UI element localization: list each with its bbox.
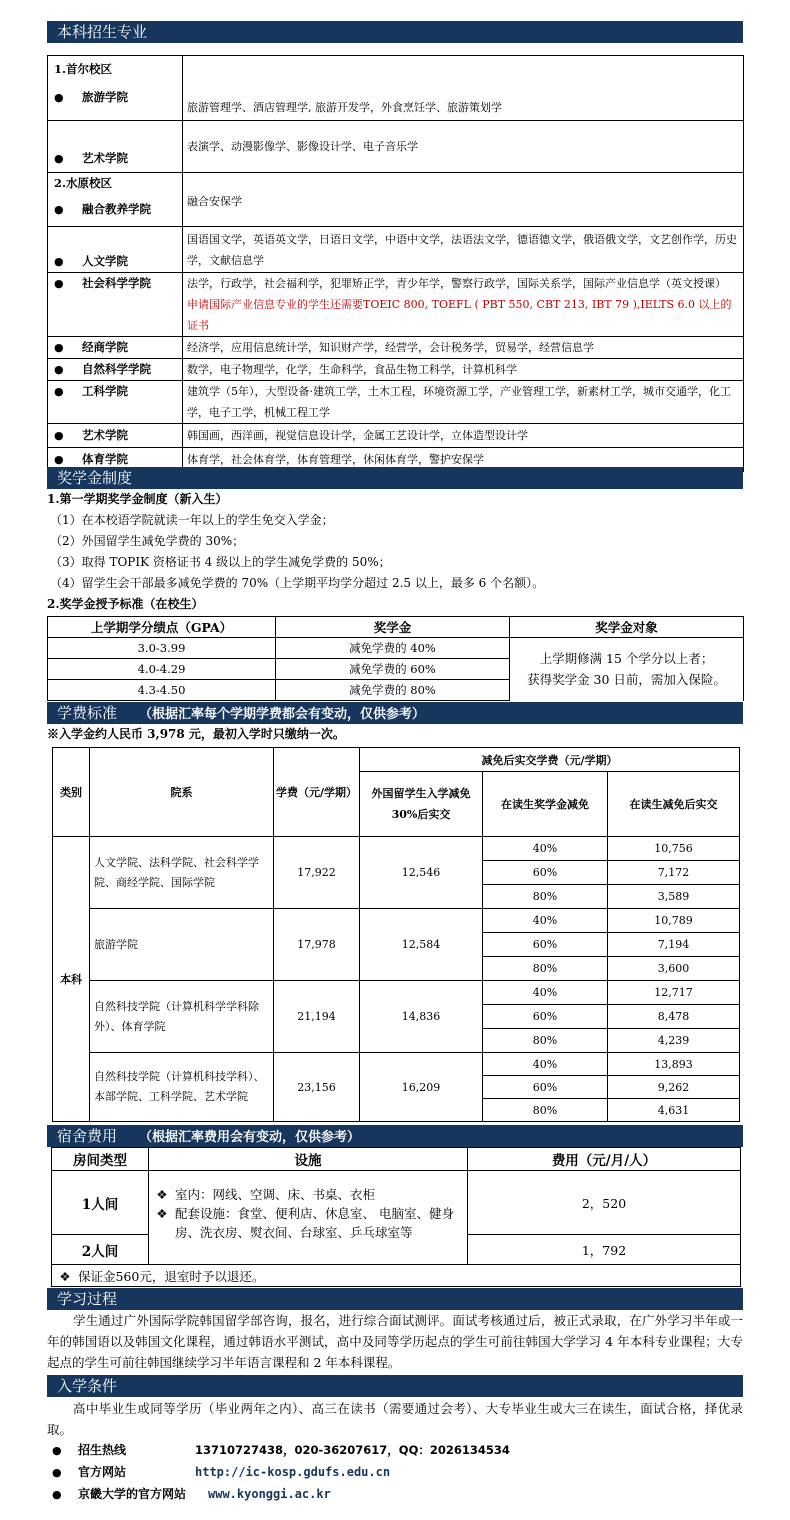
- col-header: 奖学金: [276, 617, 510, 638]
- col-header: 院系: [90, 748, 274, 837]
- website-link[interactable]: http://ic-kosp.gdufs.edu.cn: [195, 1465, 391, 1479]
- target-line: 上学期修满 15 个学分以上者；: [539, 651, 714, 667]
- major-list: 表演学、动漫影像学、影像设计学、电子音乐学: [183, 121, 744, 173]
- room-type-cell: 2人间: [52, 1235, 149, 1265]
- rate-cell: 60%: [483, 1076, 608, 1099]
- scholarship-item: （4）留学生会干部最多减免学费的 70%（上学期平均学分超过 2.5 以上，最多 6 个名额）。: [50, 576, 545, 590]
- col-header: 费用（元/月/人）: [468, 1148, 741, 1171]
- college-name: 体育学院: [82, 452, 128, 466]
- rate-cell: 40%: [483, 909, 608, 933]
- table-row: [48, 56, 744, 121]
- col-header: 设施: [149, 1148, 468, 1171]
- major-list: 建筑学（5年），大型设备·建筑工学，土木工程，环境资源工学，产业管理工学，新素材工学，城市交通学，化工学，电子工学，机械工程工学: [183, 381, 744, 424]
- real-cell: 7,172: [608, 861, 740, 885]
- scholarship-heading-current: 2.奖学金授予标准（在校生）: [47, 597, 204, 611]
- gpa-cell: 4.0-4.29: [48, 659, 276, 680]
- col-header: 外国留学生入学减免 30%后实交: [360, 772, 483, 837]
- fee-cell: 17,978: [274, 909, 360, 981]
- section-header-dorm: [47, 1125, 743, 1147]
- rate-cell: 40%: [483, 1053, 608, 1076]
- award-cell: 减免学费的 80%: [276, 680, 510, 701]
- section-note: （根据汇率每个学期学费都会有变动，仅供参考）: [139, 707, 426, 722]
- deposit-note: 保证金560元，退室时予以退还。: [78, 1268, 265, 1284]
- rate-cell: 60%: [483, 861, 608, 885]
- section-title: 学习过程: [57, 1290, 118, 1308]
- bullet-icon: ●: [54, 453, 64, 466]
- real-cell: 10,789: [608, 909, 740, 933]
- real-cell: 3,589: [608, 885, 740, 909]
- real-cell: 12,717: [608, 981, 740, 1005]
- gpa-cell: 4.3-4.50: [48, 680, 276, 701]
- scholarship-item: （1）在本校语学院就读一年以上的学生免交入学金；: [50, 513, 334, 527]
- college-name: 自然科学学院: [82, 362, 151, 376]
- table-row: [53, 909, 740, 933]
- after30-cell: 16,209: [360, 1053, 483, 1122]
- rate-cell: 80%: [483, 1029, 608, 1053]
- rate-cell: 60%: [483, 1005, 608, 1029]
- hotline-label: 招生热线: [78, 1443, 127, 1457]
- col-header: 在读生奖学金减免: [483, 772, 608, 837]
- table-header-row: [48, 617, 744, 638]
- real-cell: 4,239: [608, 1029, 740, 1053]
- table-row: [48, 638, 744, 659]
- bullet-icon: ●: [52, 1466, 62, 1479]
- diamond-bullet-icon: ❖: [156, 1206, 168, 1221]
- bullet-icon: ●: [54, 203, 64, 216]
- section-title: 奖学金制度: [57, 469, 133, 487]
- fee-cell: 17,922: [274, 837, 360, 909]
- col-header: 减免后实交学费（元/学期）: [360, 748, 740, 772]
- section-header-process: [47, 1288, 743, 1310]
- website-row: [52, 1462, 390, 1483]
- bullet-icon: ●: [54, 341, 64, 354]
- bullet-icon: ●: [54, 255, 64, 268]
- campus-suwon: 2.水原校区: [54, 176, 113, 190]
- real-cell: 10,756: [608, 837, 740, 861]
- section-header-tuition: [47, 702, 743, 724]
- award-cell: 减免学费的 60%: [276, 659, 510, 680]
- dorm-table: [51, 1147, 741, 1287]
- major-list: 国语国文学，英语英文学，日语日文学，中语中文学，法语法文学，德语德文学，俄语俄文学，文艺创作学，历史学，文献信息学: [183, 227, 744, 273]
- after30-cell: 12,546: [360, 837, 483, 909]
- price-cell: 1，792: [468, 1235, 741, 1265]
- fee-cell: 23,156: [274, 1053, 360, 1122]
- majors-table: [47, 55, 744, 472]
- language-requirement-note: 申请国际产业信息专业的学生还需要TOEIC 800, TOEFL ( PBT 550, CBT 213, IBT 79 ),IELTS 6.0 以上的证书: [187, 298, 732, 332]
- table-row: [48, 227, 744, 273]
- real-cell: 7,194: [608, 933, 740, 957]
- table-row: [48, 273, 744, 337]
- real-cell: 4,631: [608, 1099, 740, 1122]
- table-row: [52, 1171, 741, 1235]
- section-title: 入学条件: [57, 1377, 118, 1395]
- college-name: 人文学院: [82, 254, 128, 268]
- tuition-table: [52, 747, 740, 1122]
- major-list: 经济学，应用信息统计学，知识财产学，经营学，会计税务学，贸易学，经营信息学: [183, 337, 744, 359]
- major-list: 旅游管理学、酒店管理学, 旅游开发学，外食烹饪学、旅游策划学: [183, 56, 744, 121]
- section-header-admission: [47, 1375, 743, 1397]
- diamond-bullet-icon: ❖: [59, 1268, 71, 1284]
- bullet-icon: ●: [54, 91, 64, 104]
- table-header-row: [52, 1148, 741, 1171]
- table-row: [52, 1265, 741, 1287]
- table-row: [48, 381, 744, 424]
- table-header-row: [53, 748, 740, 772]
- rate-cell: 40%: [483, 837, 608, 861]
- table-row: [48, 121, 744, 173]
- col-header: 学费（元/学期）: [274, 748, 360, 837]
- scholarship-table: [47, 616, 744, 701]
- admission-text: 高中毕业生或同等学历（毕业两年之内）、高三在读书（需要通过会考）、大专毕业生或大三在读生，面试合格，择优录取。: [47, 1401, 743, 1437]
- table-row: [48, 173, 744, 227]
- entry-fee-note: ※入学金约人民币 3,978 元，最初入学时只缴纳一次。: [47, 727, 345, 741]
- real-cell: 9,262: [608, 1076, 740, 1099]
- bullet-icon: ●: [54, 363, 64, 376]
- scholarship-item: （2）外国留学生减免学费的 30%；: [50, 534, 245, 548]
- fee-cell: 21,194: [274, 981, 360, 1053]
- table-row: [53, 837, 740, 861]
- dept-cell: 自然科技学院（计算机科学学科除外）、体育学院: [90, 981, 274, 1053]
- price-cell: 2，520: [468, 1171, 741, 1235]
- col-header: 奖学金对象: [510, 617, 744, 638]
- dept-cell: 人文学院、法科学院、社会科学学院、商经学院、国际学院: [90, 837, 274, 909]
- rate-cell: 60%: [483, 933, 608, 957]
- college-name: 艺术学院: [82, 151, 128, 165]
- section-title: 宿舍费用: [57, 1127, 118, 1145]
- rate-cell: 80%: [483, 1099, 608, 1122]
- section-title: 学费标准: [57, 704, 118, 722]
- major-list: 体育学，社会体育学，体育管理学，休闲体育学，警护安保学: [183, 448, 744, 472]
- col-header: 上学期学分绩点（GPA）: [48, 617, 276, 638]
- target-line: 获得奖学金 30 日前，需加入保险。: [527, 672, 726, 688]
- table-row: [48, 359, 744, 381]
- room-type-cell: 1人间: [52, 1171, 149, 1235]
- college-name: 社会科学学院: [82, 276, 151, 290]
- hotline-value: 13710727438，020-36207617，QQ：2026134534: [195, 1443, 510, 1457]
- table-row: [53, 981, 740, 1005]
- campus-seoul: 1.首尔校区: [54, 62, 113, 76]
- college-name: 旅游学院: [82, 90, 128, 104]
- bullet-icon: ●: [54, 152, 64, 165]
- rate-cell: 40%: [483, 981, 608, 1005]
- section-title: 本科招生专业: [57, 23, 148, 41]
- facility-line: 室内：网线、空调、床、书桌、衣柜: [175, 1187, 376, 1202]
- bullet-icon: ●: [54, 385, 64, 398]
- kyonggi-row: [52, 1484, 331, 1505]
- real-cell: 13,893: [608, 1053, 740, 1076]
- college-name: 融合教养学院: [82, 202, 151, 216]
- major-list: 融合安保学: [183, 173, 744, 227]
- real-cell: 3,600: [608, 957, 740, 981]
- kyonggi-link[interactable]: www.kyonggi.ac.kr: [208, 1487, 331, 1501]
- major-list: 法学，行政学，社会福利学，犯罪矫正学，青少年学，警察行政学，国际关系学，国际产业信息学（英文授课）: [187, 277, 726, 290]
- college-name: 工科学院: [82, 384, 128, 398]
- dept-cell: 旅游学院: [90, 909, 274, 981]
- gpa-cell: 3.0-3.99: [48, 638, 276, 659]
- bullet-icon: ●: [52, 1444, 62, 1457]
- bullet-icon: ●: [52, 1488, 62, 1501]
- diamond-bullet-icon: ❖: [156, 1187, 168, 1202]
- section-note: （根据汇率费用会有变动，仅供参考）: [139, 1130, 361, 1145]
- table-row: [48, 337, 744, 359]
- real-cell: 8,478: [608, 1005, 740, 1029]
- facility-line: 配套设施：食堂、便利店、休息室、 电脑室、健身房、洗衣房、熨衣间、台球室、乒乓球室等: [175, 1206, 454, 1240]
- section-header-scholarship: [47, 467, 743, 489]
- col-header: 类别: [53, 748, 90, 837]
- website-label: 官方网站: [78, 1465, 127, 1479]
- after30-cell: 12,584: [360, 909, 483, 981]
- scholarship-heading-new: 1.第一学期奖学金制度（新入生）: [47, 492, 228, 506]
- rate-cell: 80%: [483, 957, 608, 981]
- major-list: 数学，电子物理学，化学，生命科学，食品生物工科学，计算机科学: [183, 359, 744, 381]
- category-cell: 本科: [53, 837, 90, 1122]
- after30-cell: 14,836: [360, 981, 483, 1053]
- award-cell: 减免学费的 40%: [276, 638, 510, 659]
- major-list: 韩国画，西洋画，视觉信息设计学，金属工艺设计学，立体造型设计学: [183, 424, 744, 448]
- table-row: [53, 1053, 740, 1076]
- bullet-icon: ●: [54, 277, 64, 290]
- dept-cell: 自然科技学院（计算机科技学科）、本部学院、工科学院、艺术学院: [90, 1053, 274, 1122]
- col-header: 在读生减免后实交: [608, 772, 740, 837]
- section-header-majors: [47, 21, 743, 43]
- col-header: 房间类型: [52, 1148, 149, 1171]
- table-row: [48, 424, 744, 448]
- hotline-row: [52, 1440, 510, 1461]
- process-text: 学生通过广外国际学院韩国留学部咨询，报名，进行综合面试测评。面试考核通过后，被正式录取，在广外学习半年或一年的韩国语以及韩国文化课程，通过韩语水平测试，高中及同等学历起点的学生可前往韩国大学学习 4 年本科专业课程；大专起点的学生可前往韩国继续学习半年语言课程和 2 年本科课程。: [47, 1313, 743, 1370]
- college-name: 艺术学院: [82, 428, 128, 442]
- college-name: 经商学院: [82, 340, 128, 354]
- bullet-icon: ●: [54, 429, 64, 442]
- scholarship-item: （3）取得 TOPIK 资格证书 4 级以上的学生减免学费的 50%；: [50, 555, 391, 569]
- kyonggi-label: 京畿大学的官方网站: [78, 1487, 187, 1501]
- rate-cell: 80%: [483, 885, 608, 909]
